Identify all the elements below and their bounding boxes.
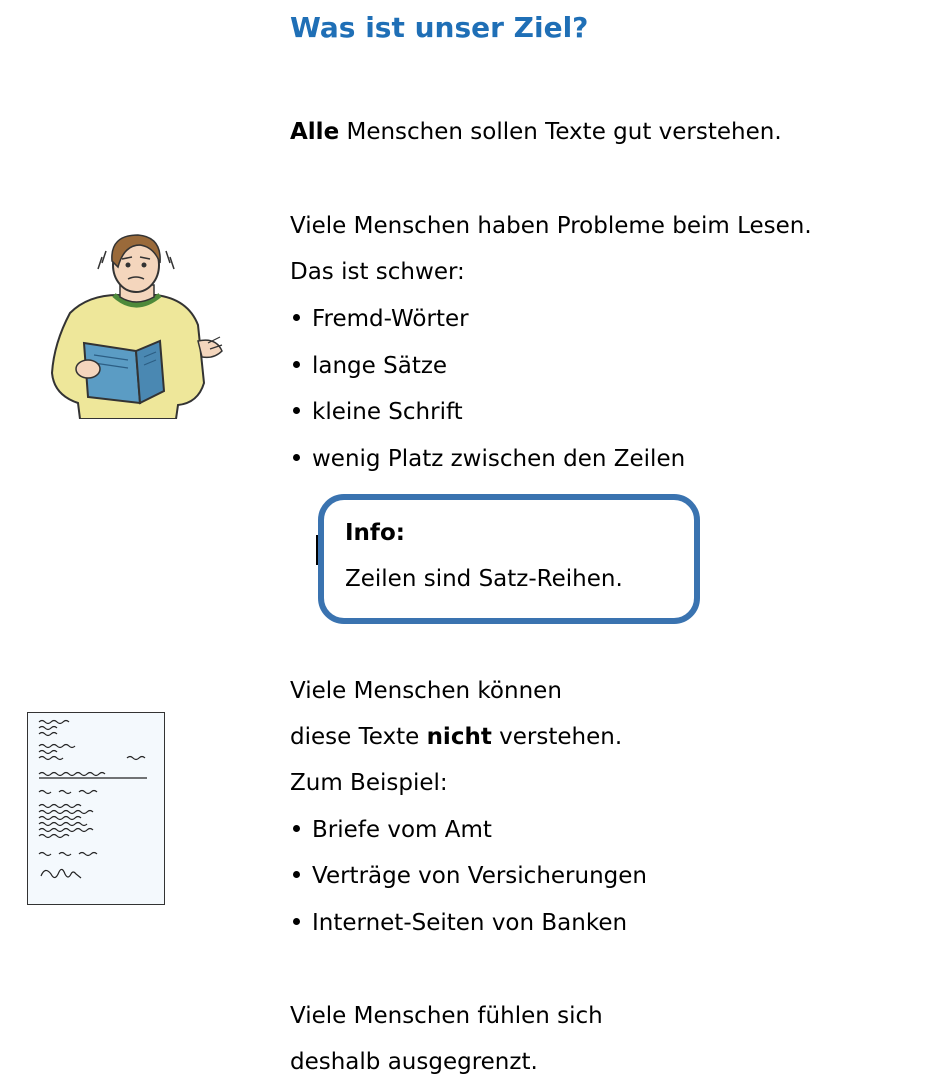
understanding-line-2: diese Texte nicht verstehen. xyxy=(290,724,623,750)
list-item: kleine Schrift xyxy=(290,396,463,428)
bullet-icon xyxy=(293,825,300,832)
intro-bold: Alle xyxy=(290,119,340,145)
intro-line xyxy=(290,116,782,148)
understanding-line-3: Zum Beispiel: xyxy=(290,770,448,796)
page-title: Was ist unser Ziel? xyxy=(290,11,589,44)
text-cursor xyxy=(316,535,318,565)
list-item: Briefe vom Amt xyxy=(290,814,492,846)
list-item: Internet-Seiten von Banken xyxy=(290,907,627,939)
problems-line-1: Viele Menschen haben Probleme beim Lesen. xyxy=(290,213,812,239)
bullet-icon xyxy=(293,918,300,925)
confused-reader-illustration xyxy=(48,233,224,419)
list-item: Verträge von Versicherungen xyxy=(290,860,647,892)
bullet-icon xyxy=(293,871,300,878)
list-item: Fremd-Wörter xyxy=(290,303,469,335)
list-item: wenig Platz zwischen den Zeilen xyxy=(290,443,685,475)
emphasis-bold: nicht xyxy=(426,724,492,750)
intro-rest: Menschen sollen Texte gut verstehen. xyxy=(339,119,782,145)
list-item: lange Sätze xyxy=(290,350,447,382)
problems-line-2: Das ist schwer: xyxy=(290,259,465,285)
bullet-icon xyxy=(293,314,300,321)
info-text: Zeilen sind Satz-Reihen. xyxy=(345,566,623,592)
info-box xyxy=(318,494,700,624)
bullet-icon xyxy=(293,361,300,368)
closing-line-2: deshalb ausgegrenzt. xyxy=(290,1049,538,1075)
bullet-icon xyxy=(293,454,300,461)
understanding-line-1: Viele Menschen können xyxy=(290,678,562,704)
closing-line-1: Viele Menschen fühlen sich xyxy=(290,1003,603,1029)
letter-document-illustration xyxy=(27,712,165,905)
bullet-icon xyxy=(293,407,300,414)
info-title: Info: xyxy=(345,520,405,546)
